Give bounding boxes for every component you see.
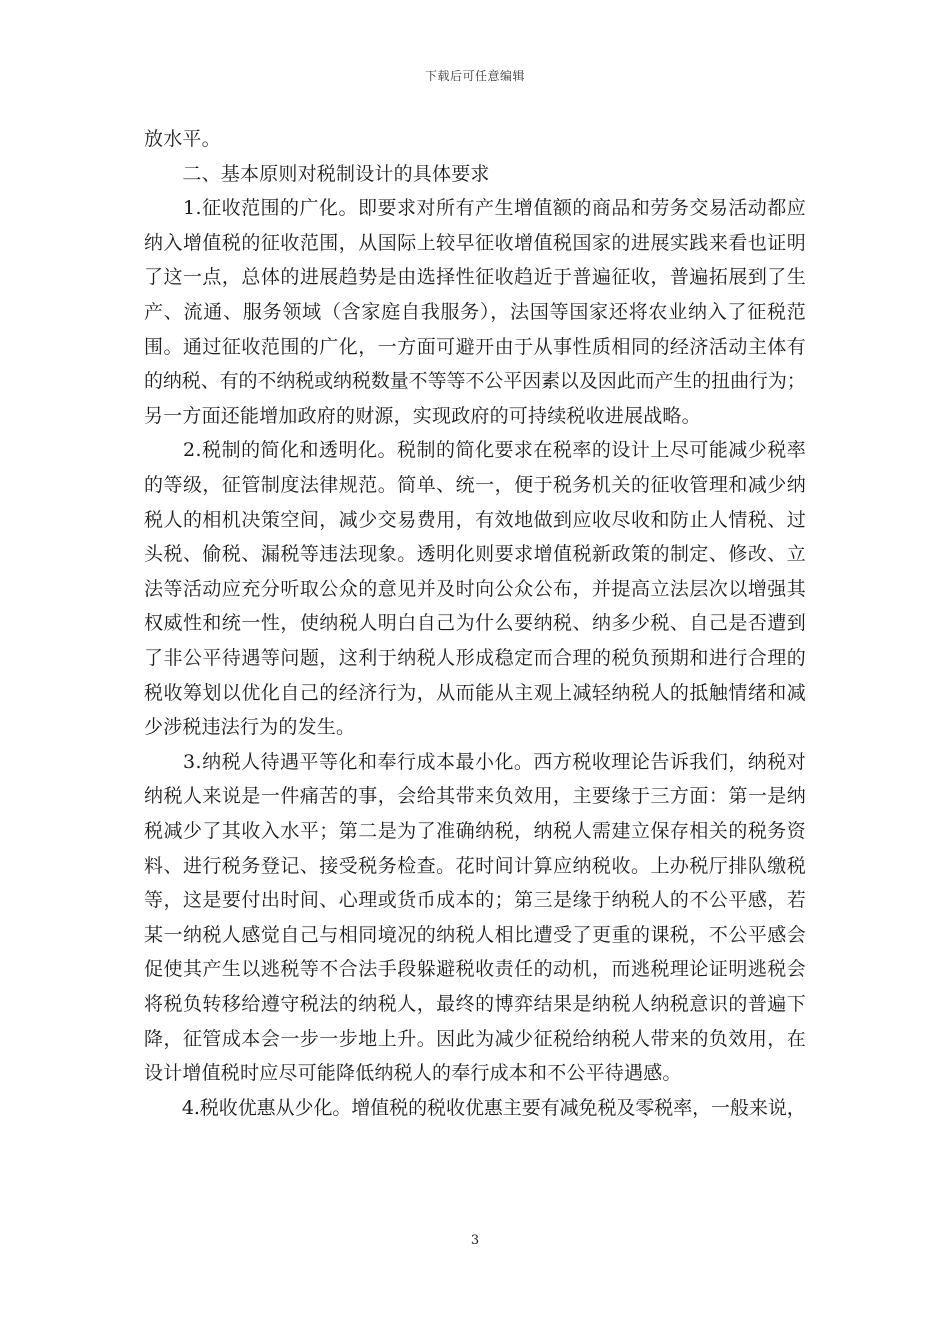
text-line: 少涉税违法行为的发生。: [144, 716, 356, 739]
text-line: 等，这是要付出时间、心理或货币成本的；第三是缘于纳税人的不公平感，若: [144, 889, 807, 912]
text-line: 放水平。: [144, 128, 221, 150]
text-line: 料、进行税务登记、接受税务检查。花时间计算应纳税收。上办税厅排队缴税: [144, 854, 807, 877]
text-line: 降，征管成本会一步一步地上升。因此为减少征税给纳税人带来的负效用，在: [144, 1027, 807, 1050]
text-line: 产、流通、服务领域（含家庭自我服务），法国等国家还将农业纳入了征税范: [144, 301, 807, 323]
text-line: 的纳税、有的不纳税或纳税数量不等等不公平因素以及因此而产生的扭曲行为；: [144, 370, 806, 393]
text-line: 将税负转移给遵守税法的纳税人，最终的博弈结果是纳税人纳税意识的普遍下: [144, 993, 807, 1015]
text-line: 1.征收范围的广化。即要求对所有产生增值额的商品和劳务交易活动都应: [144, 197, 807, 220]
page-header: 下载后可任意编辑: [424, 69, 525, 83]
text-line: 税人的相机决策空间，减少交易费用，有效地做到应收尽收和防止人情税、过: [144, 508, 807, 531]
text-line: 纳税人来说是一件痛苦的事，会给其带来负效用，主要缘于三方面：第一是纳: [144, 785, 807, 808]
text-line: 纳入增值税的征收范围，从国际上较早征收增值税国家的进展实践来看也证明: [144, 231, 807, 254]
text-line: 权威性和统一性，使纳税人明白自己为什么要纳税、纳多少税、自己是否遭到: [144, 612, 807, 635]
page-number: 3: [470, 1233, 480, 1248]
text-line: 4.税收优惠从少化。增值税的税收优惠主要有减免税及零税率，一般来说，: [144, 1096, 806, 1119]
text-line: 另一方面还能增加政府的财源，实现政府的可持续税收进展战略。: [144, 404, 701, 427]
text-line: 3.纳税人待遇平等化和奉行成本最小化。西方税收理论告诉我们，纳税对: [144, 750, 807, 773]
text-line: 了非公平待遇等问题，这利于纳税人形成稳定而合理的税负预期和进行合理的: [144, 647, 807, 669]
text-line: 促使其产生以逃税等不合法手段躲避税收责任的动机，而逃税理论证明逃税会: [144, 958, 807, 981]
text-line: 的等级，征管制度法律规范。简单、统一，便于税务机关的征收管理和减少纳: [144, 474, 807, 496]
text-line: 二、基本原则对税制设计的具体要求: [144, 162, 490, 185]
text-line: 设计增值税时应尽可能降低纳税人的奉行成本和不公平待遇感。: [144, 1062, 682, 1085]
text-line: 头税、偷税、漏税等违法现象。透明化则要求增值税新政策的制定、修改、立: [144, 543, 807, 566]
text-line: 了这一点，总体的进展趋势是由选择性征收趋近于普遍征收，普遍拓展到了生: [144, 266, 807, 289]
text-line: 税减少了其收入水平；第二是为了准确纳税，纳税人需建立保存相关的税务资: [144, 820, 807, 842]
text-line: 某一纳税人感觉自己与相同境况的纳税人相比遭受了更重的课税，不公平感会: [144, 923, 807, 946]
text-line: 围。通过征收范围的广化，一方面可避开由于从事性质相同的经济活动主体有: [144, 335, 807, 358]
text-line: 税收筹划以优化自己的经济行为，从而能从主观上减轻纳税人的抵触情绪和减: [144, 681, 807, 704]
text-line: 2.税制的简化和透明化。税制的简化要求在税率的设计上尽可能减少税率: [144, 439, 807, 462]
text-line: 法等活动应充分听取公众的意见并及时向公众公布，并提高立法层次以增强其: [144, 577, 807, 600]
